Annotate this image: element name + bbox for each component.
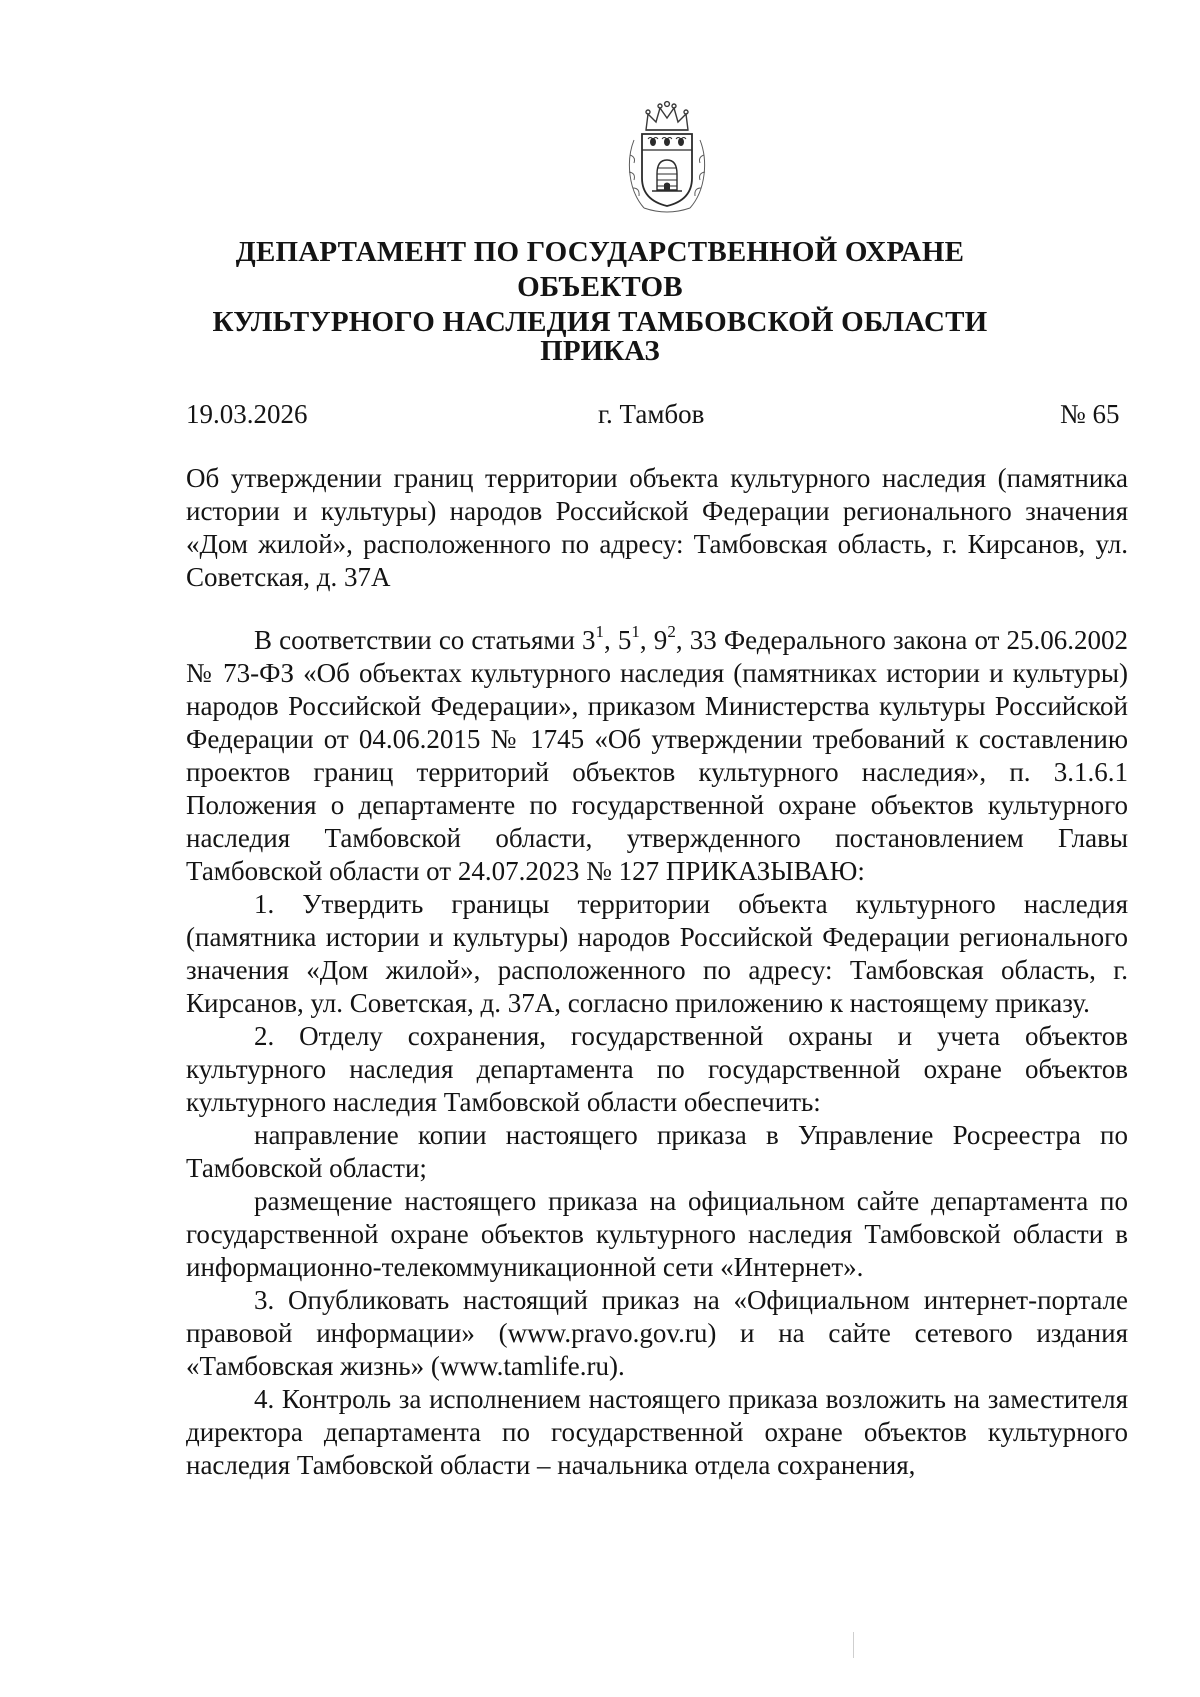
preamble-text-part: , 9 bbox=[639, 625, 668, 655]
order-item-4: 4. Контроль за исполнением настоящего приказа возложить на заместителя директора департамента по государственной охране объектов культурного наследия Тамбовской области – начальника отдела сохранения, bbox=[186, 1384, 1128, 1480]
preamble-text-part: , 33 Федерального закона от 25.06.2002 № 73-ФЗ «Об объектах культурного наследия (памятниках истории и культуры) народов Российской Федерации», приказом Министерства культуры Российской Федерации от 04.06.2015 № 1745 «Об утверждении требований к составлению проектов границ территорий объектов культурного наследия», п. 3.1.6.1 Положения о департаменте по государственной охране объектов культурного наследия Тамбовской области, утвержденного постановлением Главы Тамбовской области от 24.07.2023 № 127 ПРИКАЗЫВАЮ: bbox=[186, 625, 1129, 886]
department-title-line2: КУЛЬТУРНОГО НАСЛЕДИЯ ТАМБОВСКОЙ ОБЛАСТИ bbox=[212, 306, 988, 338]
order-item-2-task-b: размещение настоящего приказа на официальном сайте департамента по государственной охране объектов культурного наследия Тамбовской области в информационно-телекоммуникационной сети «Интернет». bbox=[186, 1186, 1128, 1282]
article-superscript: 1 bbox=[595, 622, 605, 641]
order-subject: Об утверждении границ территории объекта культурного наследия (памятника истории и культуры) народов Российской Федерации регионального значения «Дом жилой», расположенного по адресу: Тамбовская область, г. Кирсанов, ул. Советская, д. 37А bbox=[186, 463, 1128, 592]
article-superscript: 2 bbox=[667, 622, 676, 641]
order-item-2: 2. Отделу сохранения, государственной охраны и учета объектов культурного наследия департамента по государственной охране объектов культурного наследия Тамбовской области обеспечить: bbox=[186, 1021, 1128, 1117]
article-superscript: 1 bbox=[631, 622, 640, 641]
order-item-2-task-a: направление копии настоящего приказа в Управление Росреестра по Тамбовской области; bbox=[186, 1120, 1128, 1183]
department-title-line1: ДЕПАРТАМЕНТ ПО ГОСУДАРСТВЕННОЙ ОХРАНЕ ОБЪЕКТОВ bbox=[235, 236, 965, 303]
document-type: ПРИКАЗ bbox=[540, 335, 660, 367]
order-item-1: 1. Утвердить границы территории объекта культурного наследия (памятника истории и культуры) народов Российской Федерации регионального значения «Дом жилой», расположенного по адресу: Тамбовская область, г. Кирсанов, ул. Советская, д. 37А, согласно приложению к настоящему приказу. bbox=[186, 889, 1128, 1018]
order-body bbox=[186, 624, 1128, 1482]
preamble-text-part: В соответствии со статьями 3 bbox=[254, 625, 596, 655]
scan-artifact-line bbox=[853, 1632, 854, 1658]
preamble-text-part: , 5 bbox=[604, 625, 632, 655]
department-title bbox=[150, 235, 1050, 340]
order-item-3: 3. Опубликовать настоящий приказ на «Официальном интернет-портале правовой информации» (www.pravo.gov.ru) и на сайте сетевого издания «Тамбовская жизнь» (www.tamlife.ru). bbox=[186, 1285, 1128, 1381]
order-city: г. Тамбов bbox=[598, 399, 705, 429]
preamble-paragraph bbox=[186, 624, 1128, 888]
order-date: 19.03.2026 bbox=[186, 399, 308, 429]
tambov-coat-of-arms-icon bbox=[624, 100, 710, 216]
order-number: № 65 bbox=[1060, 399, 1120, 429]
